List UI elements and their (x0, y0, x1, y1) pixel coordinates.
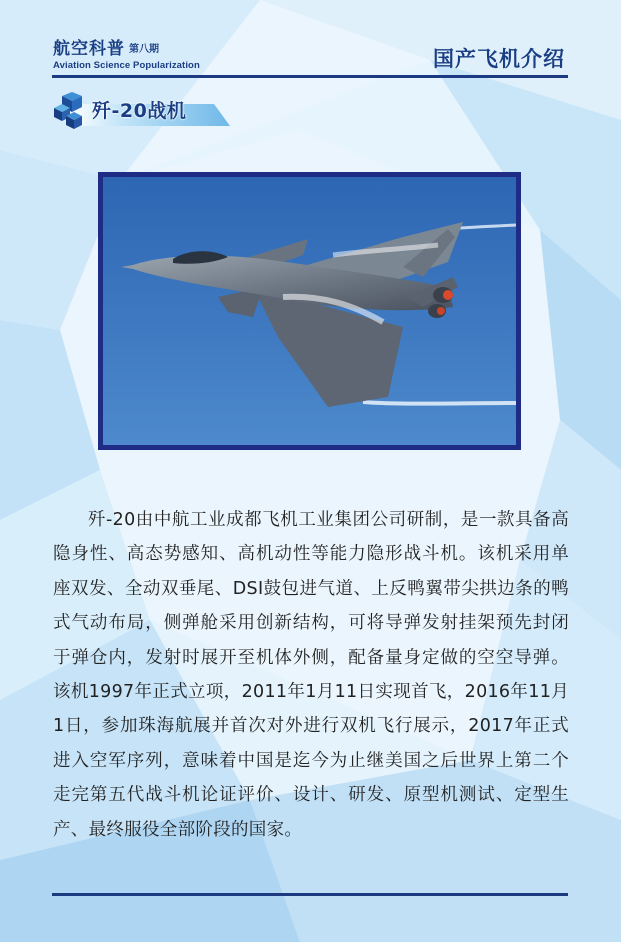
cube-logo-icon (52, 92, 88, 130)
issue-label: 第八期 (129, 44, 159, 55)
brand-block (53, 34, 200, 71)
brand-name: 航空科普 (53, 39, 125, 59)
aircraft-photo (98, 172, 521, 450)
article-paragraph: 歼-20由中航工业成都飞机工业集团公司研制，是一款具备高隐身性、高态势感知、高机动性等能力隐形战斗机。该机采用单座双发、全动双垂尾、DSI鼓包进气道、上反鸭翼带尖拱边条的鸭式气动布局，侧弹舱采用创新结构，可将导弹发射挂架预先封闭于弹仓内，发射时展开至机体外侧，配备量身定做的空空导弹。该机1997年正式立项，2011年1月11日实现首飞，2016年11月1日，参加珠海航展并首次对外进行双机飞行展示，2017年正式进入空军序列，意味着中国是迄今为止继美国之后世界上第二个走完第五代战斗机论证评价、设计、研发、原型机测试、定型生产、最终服役全部阶段的国家。 (53, 510, 569, 840)
brand-english-name: Aviation Science Popularization (53, 60, 200, 71)
j20-fighter-illustration (103, 177, 516, 445)
header-divider (52, 75, 568, 78)
footer-divider (52, 893, 568, 896)
article-title: 歼-20战机 (92, 100, 187, 122)
section-title: 国产飞机介绍 (433, 47, 565, 71)
title-ribbon (52, 92, 232, 130)
